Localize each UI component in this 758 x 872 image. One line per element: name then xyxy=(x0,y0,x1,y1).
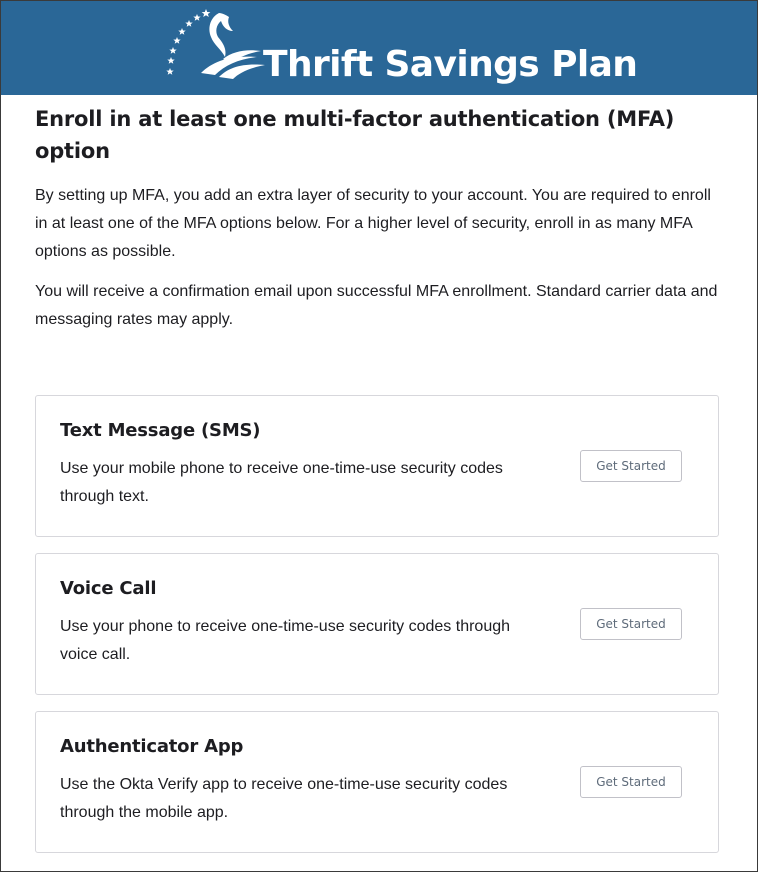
factor-description: Use your mobile phone to receive one-time-use security codes through text. xyxy=(60,460,503,505)
factor-card-sms xyxy=(35,395,719,537)
star-icon xyxy=(173,37,180,44)
factor-description: Use your phone to receive one-time-use security codes through voice call. xyxy=(60,618,511,663)
factor-description: Use the Okta Verify app to receive one-time-use security codes through the mobile app. xyxy=(60,776,508,821)
star-icon xyxy=(169,47,176,54)
get-started-voice-button[interactable]: Get Started xyxy=(580,608,682,640)
factor-title: Voice Call xyxy=(60,578,157,599)
brand-name: Thrift Savings Plan xyxy=(263,44,638,85)
eagle-stars-logo-icon xyxy=(161,5,271,89)
page-title: Enroll in at least one multi-factor authentication (MFA) option xyxy=(35,107,675,163)
get-started-sms-button[interactable]: Get Started xyxy=(580,450,682,482)
star-icon xyxy=(202,9,211,17)
confirmation-paragraph: You will receive a confirmation email upon successful MFA enrollment. Standard carrier data and messaging rates may apply. xyxy=(35,283,718,328)
factor-card-authenticator xyxy=(35,711,719,853)
intro-paragraph: By setting up MFA, you add an extra layer of security to your account. You are required to enroll in at least one of the MFA options below. For a higher level of security, enroll in as many MFA options as possible. xyxy=(35,187,711,260)
factor-title: Text Message (SMS) xyxy=(60,420,261,441)
eagle-wing-icon xyxy=(223,50,261,63)
get-started-authenticator-button[interactable]: Get Started xyxy=(580,766,682,798)
star-icon xyxy=(178,28,185,35)
tsp-logo[interactable] xyxy=(161,5,638,89)
star-icon xyxy=(193,14,200,21)
star-icon xyxy=(167,57,174,64)
eagle-wing-icon xyxy=(219,65,265,80)
star-icon xyxy=(185,20,192,27)
star-icon xyxy=(166,68,173,75)
factor-card-voice xyxy=(35,553,719,695)
site-header xyxy=(1,1,757,95)
factor-title: Authenticator App xyxy=(60,736,244,757)
main-content xyxy=(35,103,721,334)
eagle-head-icon xyxy=(209,13,233,57)
